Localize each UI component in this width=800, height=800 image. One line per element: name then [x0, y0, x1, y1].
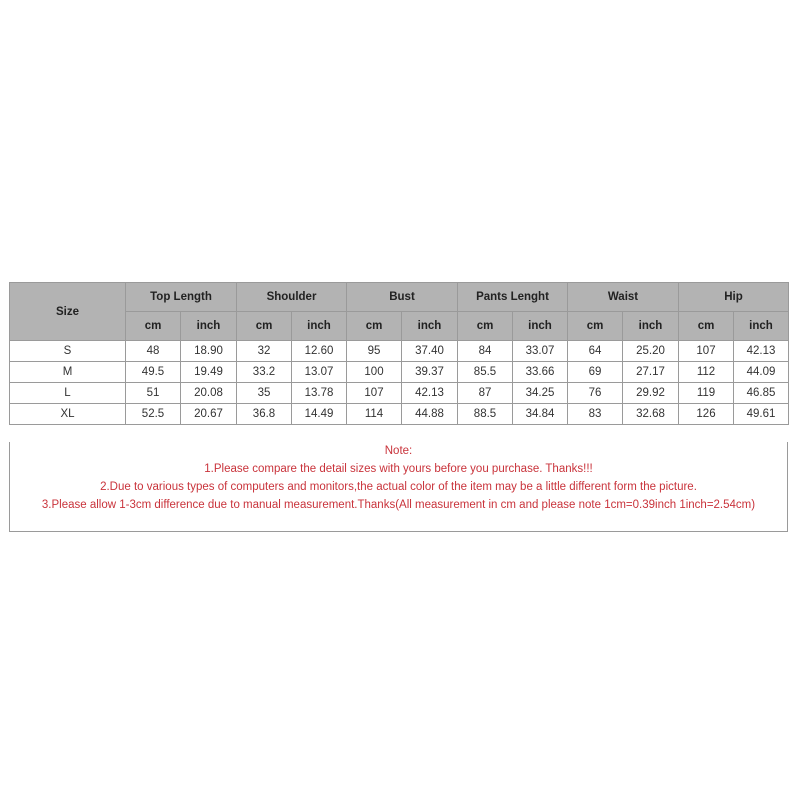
value-cell: 100 [347, 362, 402, 383]
size-cell: XL [10, 404, 126, 425]
value-cell: 44.88 [402, 404, 458, 425]
value-cell: 95 [347, 341, 402, 362]
value-cell: 35 [237, 383, 292, 404]
table-row [10, 341, 789, 362]
value-cell: 83 [568, 404, 623, 425]
value-cell: 46.85 [734, 383, 789, 404]
note-line-3: 3.Please allow 1-3cm difference due to manual measurement.Thanks(All measurement in cm and please note 1cm=0.39inch 1inch=2.54cm) [41, 499, 756, 511]
unit-header-inch: inch [513, 312, 568, 341]
unit-header-cm: cm [126, 312, 181, 341]
value-cell: 87 [458, 383, 513, 404]
unit-header-inch: inch [623, 312, 679, 341]
value-cell: 88.5 [458, 404, 513, 425]
size-chart [9, 282, 788, 532]
value-cell: 14.49 [292, 404, 347, 425]
value-cell: 126 [679, 404, 734, 425]
value-cell: 29.92 [623, 383, 679, 404]
note-title: Note: [384, 445, 413, 457]
value-cell: 107 [347, 383, 402, 404]
value-cell: 39.37 [402, 362, 458, 383]
table-row [10, 383, 789, 404]
value-cell: 34.25 [513, 383, 568, 404]
unit-header-inch: inch [292, 312, 347, 341]
unit-header-cm: cm [347, 312, 402, 341]
value-cell: 32.68 [623, 404, 679, 425]
value-cell: 85.5 [458, 362, 513, 383]
group-header-top-length: Top Length [126, 283, 237, 312]
value-cell: 33.66 [513, 362, 568, 383]
unit-header-inch: inch [402, 312, 458, 341]
unit-header-cm: cm [568, 312, 623, 341]
value-cell: 42.13 [402, 383, 458, 404]
table-row [10, 404, 789, 425]
value-cell: 13.78 [292, 383, 347, 404]
value-cell: 48 [126, 341, 181, 362]
value-cell: 51 [126, 383, 181, 404]
value-cell: 12.60 [292, 341, 347, 362]
unit-header-inch: inch [734, 312, 789, 341]
value-cell: 34.84 [513, 404, 568, 425]
value-cell: 119 [679, 383, 734, 404]
value-cell: 49.5 [126, 362, 181, 383]
value-cell: 69 [568, 362, 623, 383]
value-cell: 27.17 [623, 362, 679, 383]
value-cell: 64 [568, 341, 623, 362]
value-cell: 37.40 [402, 341, 458, 362]
group-header-bust: Bust [347, 283, 458, 312]
value-cell: 19.49 [181, 362, 237, 383]
value-cell: 32 [237, 341, 292, 362]
table-row [10, 362, 789, 383]
size-table [9, 282, 789, 425]
value-cell: 107 [679, 341, 734, 362]
note-line-2: 2.Due to various types of computers and monitors,the actual color of the item may be a little different form the picture. [100, 481, 697, 493]
value-cell: 13.07 [292, 362, 347, 383]
value-cell: 33.07 [513, 341, 568, 362]
unit-header-inch: inch [181, 312, 237, 341]
unit-header-cm: cm [679, 312, 734, 341]
group-header-waist: Waist [568, 283, 679, 312]
unit-header-cm: cm [237, 312, 292, 341]
value-cell: 42.13 [734, 341, 789, 362]
value-cell: 25.20 [623, 341, 679, 362]
notes-panel [9, 442, 788, 532]
size-header: Size [10, 283, 126, 341]
value-cell: 36.8 [237, 404, 292, 425]
unit-header-cm: cm [458, 312, 513, 341]
group-header-pants-length: Pants Lenght [458, 283, 568, 312]
size-cell: S [10, 341, 126, 362]
value-cell: 20.67 [181, 404, 237, 425]
value-cell: 114 [347, 404, 402, 425]
value-cell: 76 [568, 383, 623, 404]
group-header-hip: Hip [679, 283, 789, 312]
size-cell: L [10, 383, 126, 404]
value-cell: 33.2 [237, 362, 292, 383]
header-row-units [10, 312, 789, 341]
note-line-1: 1.Please compare the detail sizes with yours before you purchase. Thanks!!! [204, 463, 593, 475]
value-cell: 49.61 [734, 404, 789, 425]
size-cell: M [10, 362, 126, 383]
value-cell: 112 [679, 362, 734, 383]
value-cell: 18.90 [181, 341, 237, 362]
group-header-shoulder: Shoulder [237, 283, 347, 312]
value-cell: 52.5 [126, 404, 181, 425]
value-cell: 44.09 [734, 362, 789, 383]
value-cell: 20.08 [181, 383, 237, 404]
value-cell: 84 [458, 341, 513, 362]
header-row-groups [10, 283, 789, 312]
